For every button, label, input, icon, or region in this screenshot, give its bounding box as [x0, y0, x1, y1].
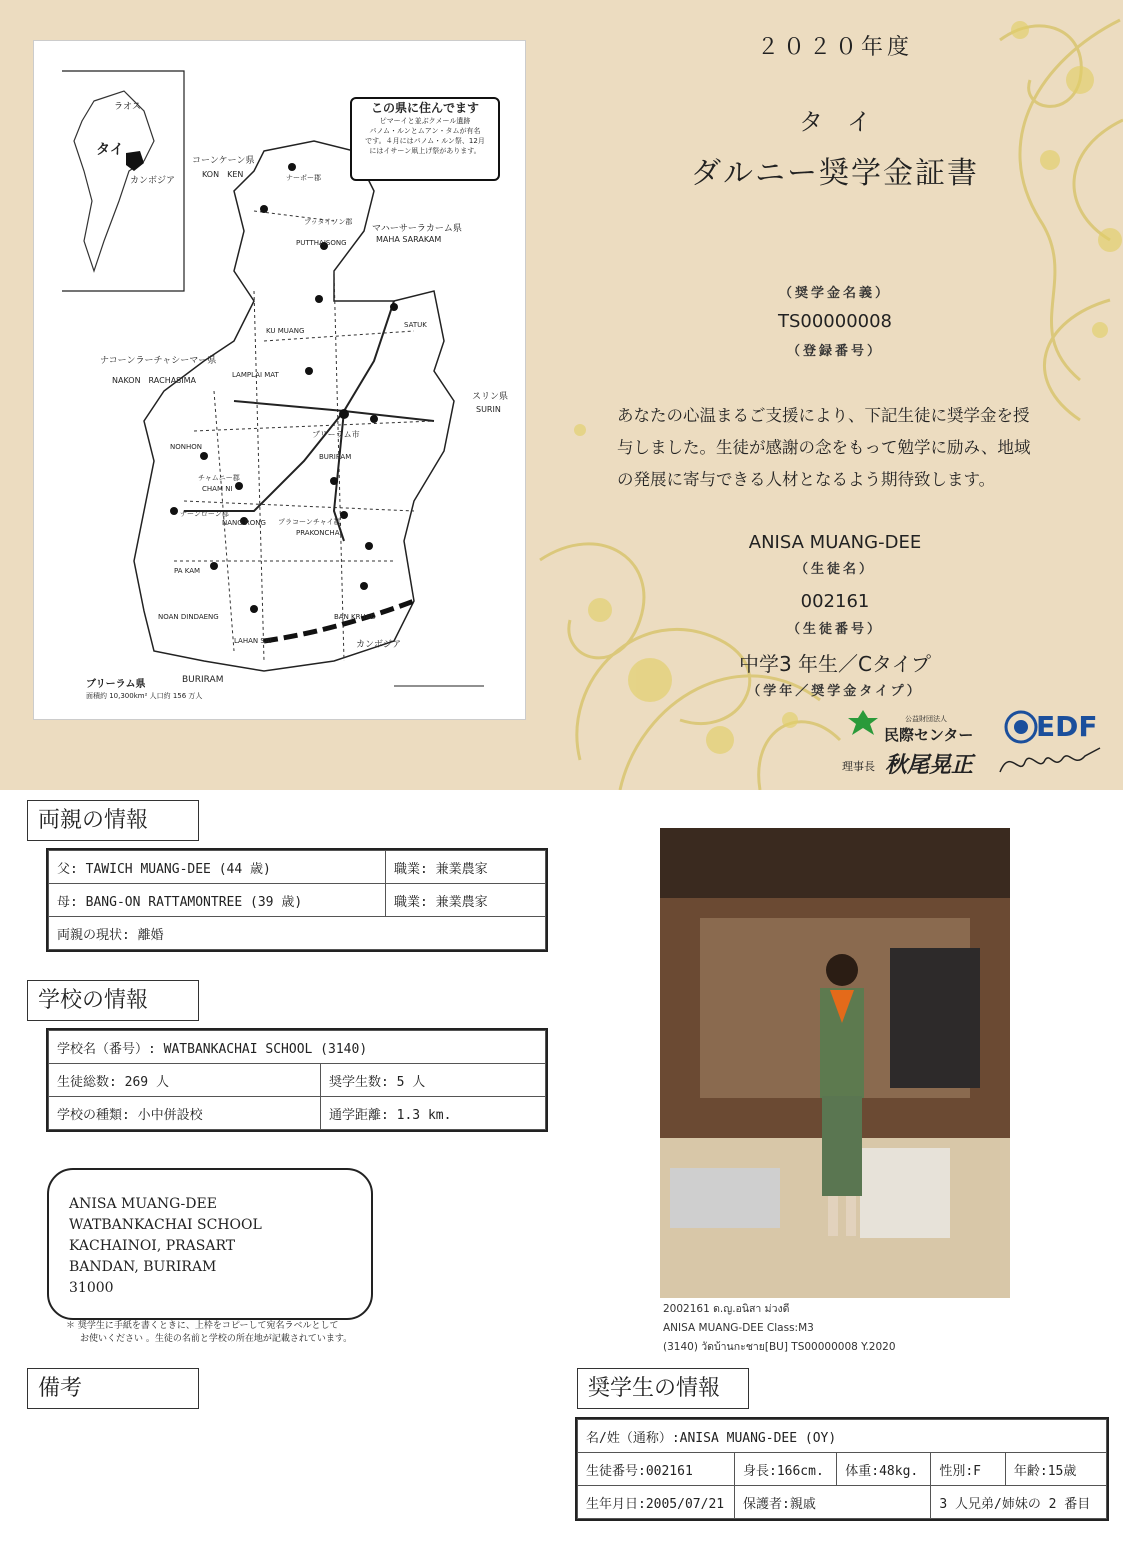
student-section-label: 奨学生の情報	[577, 1368, 749, 1409]
neighbor-label: NAKON RACHASIMA	[112, 376, 196, 385]
district-label: ブリーラム市	[312, 430, 360, 439]
student-number-cell: 生徒番号:002161	[578, 1453, 735, 1486]
map-legend-text: です。４月にはパノム・ルン祭、12月	[365, 137, 485, 145]
neighbor-label: SURIN	[476, 405, 501, 414]
cert-sponsor-label: （奨学金名義）	[778, 286, 891, 301]
table-row	[578, 1486, 1107, 1519]
school-scholars-cell: 奨学生数: 5 人	[321, 1064, 546, 1097]
school-section-label: 学校の情報	[27, 980, 199, 1021]
district-label: ナーポー郡	[286, 174, 321, 182]
inset-label-cambodia: カンボジア	[130, 176, 176, 186]
student-guardian-cell: 保護者:親戚	[735, 1486, 931, 1519]
org-name: 民際センター	[884, 726, 974, 744]
table-row	[578, 1453, 1107, 1486]
cert-message-line: 与しました。生徒が感謝の念をもって勉学に励み、地域	[617, 438, 1031, 457]
remarks-section-label: 備考	[27, 1368, 199, 1409]
cert-student-number-label: （生徒番号）	[786, 622, 883, 637]
district-label: BURIRAM	[319, 453, 352, 461]
province-map	[33, 40, 526, 720]
district-label: チャムニー郡	[198, 474, 240, 482]
student-height-cell: 身長:166cm.	[735, 1453, 837, 1486]
district-label: NONHON	[170, 443, 202, 451]
cert-grade-type-label: （学年／奨学金タイプ）	[747, 684, 923, 699]
student-sex-cell: 性別:F	[931, 1453, 1006, 1486]
cert-student-name: ANISA MUANG-DEE	[748, 532, 922, 553]
edf-signature-icon	[995, 742, 1105, 782]
cert-message	[617, 400, 1087, 496]
edf-logo: EDF	[1036, 710, 1098, 743]
province-area: 面積約 10,300km² 人口約 156 万人	[86, 692, 203, 700]
parents-status-cell: 両親の現状: 離婚	[49, 917, 546, 950]
neighbor-label: KON KEN	[202, 170, 244, 179]
district-label: PA KAM	[174, 567, 201, 575]
neighbor-label: コーンケーン県	[192, 156, 255, 166]
photo-caption	[663, 1300, 896, 1357]
table-row	[49, 1031, 546, 1064]
student-siblings-cell: 3 人兄弟/姉妹の 2 番目	[931, 1486, 1107, 1519]
district-label: LAMPLAI MAT	[232, 371, 279, 379]
chairman-label: 理事長	[842, 760, 875, 773]
table-row	[49, 884, 546, 917]
district-label: KU MUANG	[266, 327, 305, 335]
address-line: WATBANKACHAI SCHOOL	[69, 1217, 262, 1233]
province-name-en: BURIRAM	[182, 675, 224, 685]
district-label: PUTTHAISONG	[296, 239, 347, 247]
father-cell: 父: TAWICH MUANG-DEE (44 歳)	[49, 851, 386, 884]
cert-message-line: の発展に寄与できる人材となるよう期待致します。	[617, 470, 996, 489]
map-legend-text: ピマーイと並ぶクメール遺跡	[379, 117, 471, 125]
cert-title: ダルニー奨学金証書	[691, 156, 979, 191]
inset-label-thai: タイ	[96, 142, 124, 158]
address-note-line: お使いください 。生徒の名前と学校の所在地が記載されています。	[80, 1334, 353, 1344]
inset-label-laos: ラオス	[114, 102, 141, 112]
district-label: プラコーンチャイ郡	[278, 518, 341, 526]
school-distance-cell: 通学距離: 1.3 km.	[321, 1097, 546, 1130]
student-birth-cell: 生年月日:2005/07/21	[578, 1486, 735, 1519]
table-row	[578, 1420, 1107, 1453]
neighbor-label: カンボジア	[356, 640, 402, 650]
cert-student-number: 002161	[800, 591, 870, 612]
address-note	[66, 1320, 352, 1346]
cert-country: タ イ	[799, 108, 871, 136]
mother-cell: 母: BANG-ON RATTAMONTREE (39 歳)	[49, 884, 386, 917]
district-label: LAHAN SAI	[234, 637, 272, 645]
neighbor-label: マハーサーラカーム県	[372, 224, 462, 234]
cert-message-line: あなたの心温まるご支援により、下記生徒に奨学金を授	[617, 406, 1030, 425]
district-label: SATUK	[404, 321, 427, 329]
neighbor-label: スリン県	[472, 392, 509, 402]
school-students-cell: 生徒総数: 269 人	[49, 1064, 321, 1097]
parents-section-label: 両親の情報	[27, 800, 199, 841]
address-line: BANDAN, BURIRAM	[69, 1259, 217, 1275]
minsai-center-logo-icon	[842, 708, 884, 738]
table-row	[49, 1064, 546, 1097]
address-label	[47, 1168, 373, 1320]
address-note-line: ＊ 奨学生に手紙を書くときに、上枠をコピーして宛名ラベルとして	[66, 1321, 339, 1331]
photo-caption-line: 2002161 ด.ญ.อนิสา ม่วงดี	[663, 1303, 790, 1315]
address-line: 31000	[69, 1280, 114, 1296]
map-legend-text: にはイサーン凧上げ祭があります。	[369, 147, 481, 155]
student-name-cell: 名/姓（通称）:ANISA MUANG-DEE (OY)	[578, 1420, 1107, 1453]
district-label: PRAKONCHAI	[296, 529, 342, 537]
map-legend-title: この県に住んでます	[370, 101, 479, 115]
photo-caption-line: ANISA MUANG-DEE Class:M3	[663, 1322, 814, 1334]
org-small-label: 公益財団法人	[905, 715, 947, 723]
cert-registration-label: （登録番号）	[786, 344, 883, 359]
map-legend	[350, 97, 500, 181]
father-job-cell: 職業: 兼業農家	[386, 851, 546, 884]
school-table	[48, 1030, 546, 1130]
district-label: NOAN DINDAENG	[158, 613, 219, 621]
cert-registration-number: TS00000008	[777, 311, 893, 332]
district-label: CHAM NI	[202, 485, 233, 493]
district-label: ブッタイソン郡	[304, 218, 353, 226]
school-type-cell: 学校の種類: 小中併設校	[49, 1097, 321, 1130]
cert-grade-type: 中学3 年生／Cタイプ	[738, 652, 932, 676]
province-name-jp: ブリーラム県	[86, 679, 146, 690]
photo-caption-line: (3140) วัดบ้านกะชาย[BU] TS00000008 Y.2020	[663, 1341, 896, 1353]
address-line: ANISA MUANG-DEE	[69, 1196, 217, 1212]
student-table	[577, 1419, 1107, 1519]
mother-job-cell: 職業: 兼業農家	[386, 884, 546, 917]
table-row	[49, 1097, 546, 1130]
district-label: BAN KRUAD	[334, 613, 376, 621]
student-photo	[660, 828, 1010, 1298]
table-row	[49, 917, 546, 950]
district-label: NANG RONG	[222, 519, 266, 527]
district-label: ナーンローン郡	[180, 510, 229, 518]
neighbor-label: MAHA SARAKAM	[376, 235, 442, 244]
map-legend-text: パノム・ルンとムアン・タムが有名	[369, 127, 481, 135]
parents-table	[48, 850, 546, 950]
cert-student-name-label: （生徒名）	[794, 562, 875, 577]
cert-year: ２０２０年度	[756, 35, 913, 60]
school-name-cell: 学校名（番号）: WATBANKACHAI SCHOOL (3140)	[49, 1031, 546, 1064]
chairman-signature: 秋尾晃正	[885, 752, 974, 778]
table-row	[49, 851, 546, 884]
student-weight-cell: 体重:48kg.	[837, 1453, 931, 1486]
address-line: KACHAINOI, PRASART	[69, 1238, 236, 1254]
student-age-cell: 年齢:15歳	[1005, 1453, 1106, 1486]
edf-emblem-icon	[1004, 710, 1038, 744]
neighbor-label: ナコーンラーチャシーマー県	[100, 356, 217, 366]
